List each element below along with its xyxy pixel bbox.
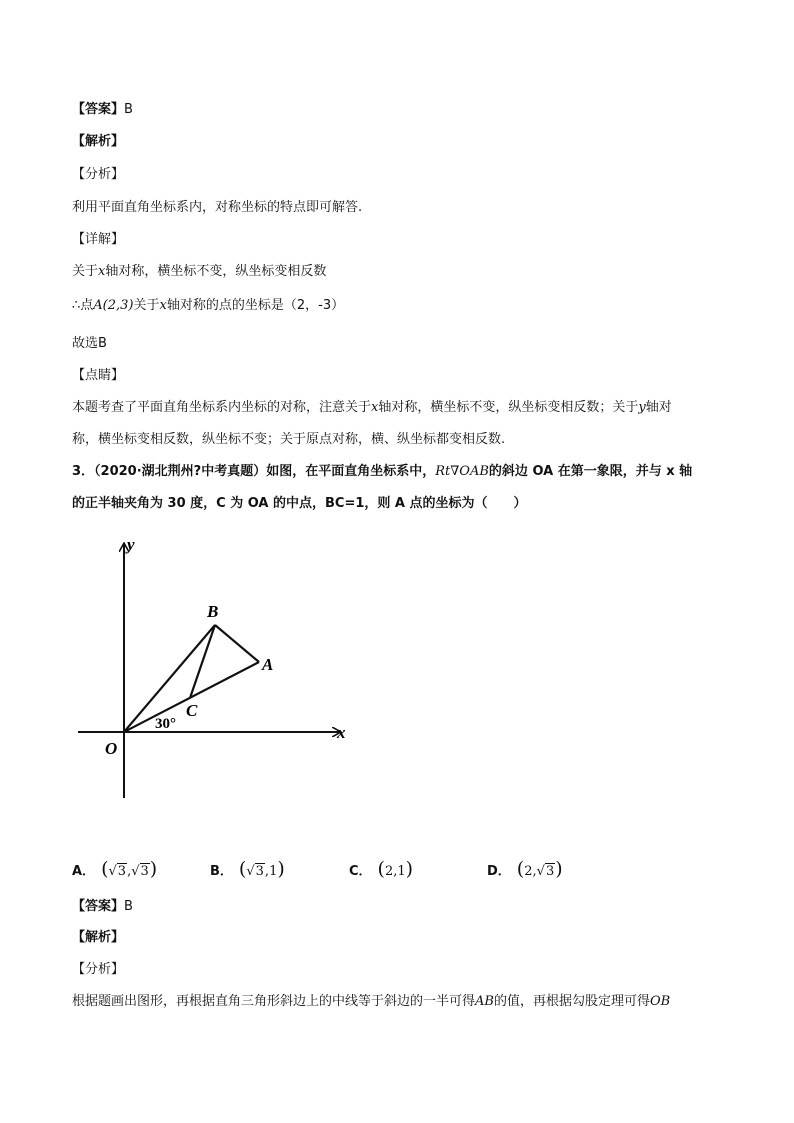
comment-line-1 — [72, 399, 672, 417]
point-label-a: A — [262, 655, 274, 674]
question-3-line-1 — [72, 463, 692, 481]
point-label-c: C — [186, 701, 198, 720]
coord-y: √3 — [131, 864, 149, 879]
option-d[interactable] — [487, 858, 563, 883]
coord-y: 1 — [269, 864, 278, 879]
fenxi-text-2 — [72, 993, 670, 1011]
text-run: 根据题画出图形，再根据直角三角形斜边上的中线等于斜边的一半可得 — [72, 994, 476, 1009]
axis-label-y: y — [127, 535, 135, 554]
math-var: y — [638, 400, 646, 415]
coord-y: √3 — [536, 864, 555, 879]
math-var: x — [98, 264, 106, 279]
fenxi-text: 利用平面直角坐标系内，对称坐标的特点即可解答. — [72, 200, 363, 215]
option-label: D． — [487, 864, 511, 879]
coordinate-figure — [72, 532, 362, 807]
math-var: OB — [649, 994, 671, 1009]
option-c[interactable] — [349, 858, 413, 883]
option-value: (2,1) — [377, 858, 414, 880]
option-b[interactable] — [210, 858, 285, 883]
comment-line-2: 称，横坐标变相反数，纵坐标不变；关于原点对称，横、纵坐标都变相反数. — [72, 432, 506, 447]
math-triangle: Rt∇OAB — [435, 464, 489, 479]
fenxi-tag-2: 【分析】 — [72, 962, 125, 977]
option-value: (2,√3) — [516, 858, 563, 880]
text-run: 本题考查了平面直角坐标系内坐标的对称，注意关于 — [72, 400, 372, 415]
text-run: 关于 — [133, 298, 160, 313]
text-run: 轴对称的点的坐标是（2，-3） — [166, 298, 345, 313]
detail-line-2 — [72, 297, 344, 315]
text-run: （2020·湖北荆州?中考真题）如图，在平面直角坐标系中， — [94, 464, 436, 479]
text-run: 的值，再根据勾股定理可得 — [493, 994, 650, 1009]
option-label: A． — [72, 864, 96, 879]
answer-tag: 【答案】 — [72, 102, 125, 117]
point-label-o: O — [105, 739, 118, 758]
text-run: 轴对称，横坐标不变，纵坐标变相反数 — [105, 264, 327, 279]
angle-label: 30° — [155, 716, 176, 732]
answer-tag: 【答案】 — [72, 899, 125, 914]
segment-ab — [215, 625, 259, 662]
answer-line-1 — [72, 101, 133, 119]
question-3-line-2: 的正半轴夹角为 30 度，C 为 OA 的中点，BC=1，则 A 点的坐标为（ ） — [72, 496, 527, 511]
coord-y: 1 — [397, 864, 406, 879]
coord-x: 2 — [384, 864, 394, 879]
text-run: 的斜边 OA 在第一象限，并与 x 轴 — [488, 464, 693, 479]
detail-tag: 【详解】 — [72, 232, 125, 247]
comment-tag: 【点睛】 — [72, 368, 125, 383]
text-run: 轴对称，横坐标不变，纵坐标变相反数；关于 — [378, 400, 639, 415]
math-var: x — [159, 298, 167, 313]
option-value: (√3,√3) — [101, 858, 158, 880]
coord-x: √3 — [108, 864, 127, 879]
math-point: A(2,3) — [93, 298, 134, 313]
option-label: B． — [210, 864, 233, 879]
math-var: x — [371, 400, 379, 415]
option-value: (√3,1) — [238, 858, 285, 880]
text-run: 关于 — [72, 264, 99, 279]
question-number: 3． — [72, 464, 95, 479]
text-run: 轴对 — [645, 400, 672, 415]
analysis-tag: 【解析】 — [72, 134, 125, 149]
answer-value: B — [124, 102, 133, 117]
answer-value: B — [124, 899, 133, 914]
coord-x: 2 — [524, 864, 533, 879]
text-run: ∴点 — [72, 298, 94, 313]
coord-x: √3 — [246, 864, 264, 879]
axis-label-x: x — [337, 723, 346, 742]
detail-line-1 — [72, 263, 326, 281]
option-a[interactable] — [72, 858, 157, 883]
option-label: C． — [349, 864, 372, 879]
analysis-tag-2: 【解析】 — [72, 930, 125, 945]
choose-line: 故选B — [72, 336, 107, 351]
math-var: AB — [475, 994, 494, 1009]
point-label-b: B — [207, 602, 219, 621]
fenxi-tag: 【分析】 — [72, 167, 125, 182]
answer-line-2 — [72, 898, 133, 916]
